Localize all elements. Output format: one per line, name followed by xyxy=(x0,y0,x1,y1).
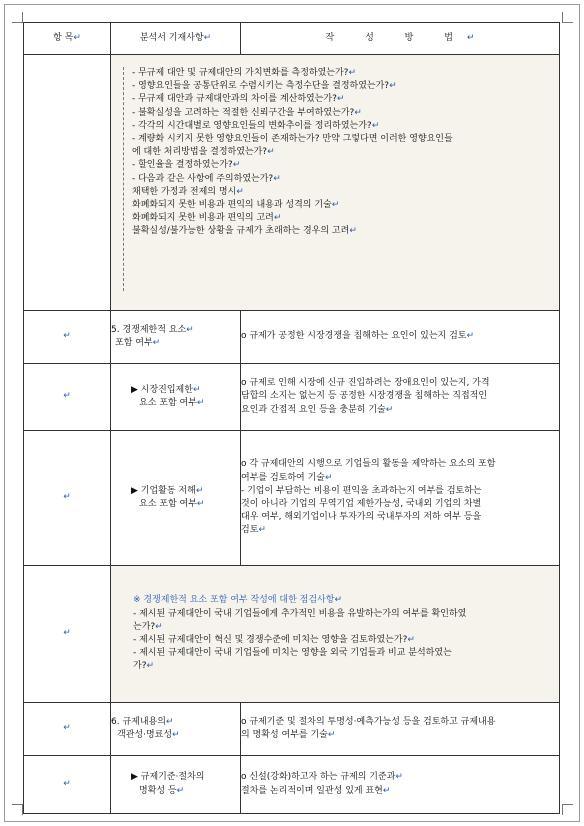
text-line: 담합의 소지는 없는지 등 공정한 시장경쟁을 침해하는 직접적인 xyxy=(241,391,488,402)
table-row-top-block xyxy=(24,55,560,311)
table-row-6a xyxy=(24,756,560,814)
list-item: - 할인율을 결정하였는가?↵ xyxy=(132,160,241,171)
table-row-6 xyxy=(24,703,560,756)
corner-mark-tl xyxy=(12,12,23,23)
checklist-cell xyxy=(111,566,560,703)
corner-mark-tr xyxy=(562,12,573,23)
text-line: o 각 규제대안의 시행으로 기업들의 활동을 제약하는 요소의 포함 xyxy=(241,459,496,470)
row6a-title-cell xyxy=(111,756,241,814)
left-cell-5: ↵ xyxy=(24,311,111,364)
list-item: - 제시된 규제대안이 국내 기업들에 미치는 영향을 외국 기업들과 비교 분석하였는 xyxy=(133,648,452,659)
text-line: o 신설(강화)하고자 하는 규제의 기준과↵ xyxy=(241,772,403,783)
text-line: 검토↵ xyxy=(241,525,266,536)
corner-mark-bl xyxy=(12,804,23,815)
left-cell-checklist: ↵ xyxy=(24,566,111,703)
table-row-5a xyxy=(24,364,560,431)
row5-title-line2: 포함 여부↵ xyxy=(115,338,161,348)
row5a-title: ▶ 시장진입제한↵ xyxy=(131,384,201,395)
row5b-title-cell xyxy=(111,431,241,566)
row5b-title-line2: 요소 포함 여부↵ xyxy=(139,499,205,509)
row5b-method-cell xyxy=(241,431,560,566)
row6-title: 6. 규제내용의↵ xyxy=(111,716,174,727)
text-line: 여부를 검토하여 기술↵ xyxy=(241,472,333,483)
header-method: 작 성 방 법↵ xyxy=(241,23,560,55)
list-item: - 각각의 시간대별로 영향요인들의 변화추이를 정리하였는가?↵ xyxy=(132,120,380,131)
top-left-cell xyxy=(24,55,111,311)
list-item: - 다음과 같은 사항에 주의하였는가?↵ xyxy=(132,173,281,184)
header-item: 항 목↵ xyxy=(24,23,111,55)
left-cell-6a: ↵ xyxy=(24,756,111,814)
analysis-table xyxy=(23,22,560,814)
list-item: - 불확실성을 고려하는 적절한 신뢰구간을 부여하였는가?↵ xyxy=(132,107,362,118)
list-item: 는가?↵ xyxy=(133,621,163,632)
table-row-checklist xyxy=(24,566,560,703)
row6-title-line2: 객관성·명료성↵ xyxy=(117,730,180,740)
text-line: - 기업이 부담하는 비용이 편익을 초과하는지 여부를 검토하는 xyxy=(241,485,482,496)
row6a-title: ▶ 규제기준·절차의 xyxy=(131,772,205,783)
row5-method-cell: o 규제가 공정한 시장경쟁을 침해하는 요인이 있는지 검토↵ xyxy=(241,311,560,364)
row6-method-cell xyxy=(241,703,560,756)
list-item: - 제시된 규제대안이 국내 기업들에게 추가적인 비용을 유발하는가의 여부를 확인하였 xyxy=(133,608,467,619)
text-line: 절차를 논리적이며 일관성 있게 표현↵ xyxy=(241,785,391,796)
table-row-5b xyxy=(24,431,560,566)
checklist-title: ※ 경쟁제한적 요소 포함 여부 작성에 대한 점검사항↵ xyxy=(133,595,342,606)
text-line: 것이 아니라 기업의 무역기업 제한가능성, 국내외 기업의 차별 xyxy=(241,499,482,509)
corner-mark-br xyxy=(562,804,573,815)
list-item: 화폐화되지 못한 비용과 편익의 고려↵ xyxy=(132,213,282,224)
list-item: - 제시된 규제대안이 혁신 및 경쟁수준에 미치는 영향을 검토하였는가?↵ xyxy=(133,635,415,645)
list-item: - 계량화 시키지 못한 영향요인들이 존재하는가? 만약 그렇다면 이러한 영향요인들 xyxy=(132,134,453,145)
top-block-cell xyxy=(111,55,560,311)
row5a-method-cell xyxy=(241,364,560,431)
row5-title-cell xyxy=(111,311,241,364)
text-line: 대우 여부, 해외기업이나 투자가의 국내투자의 저하 여부 등을 xyxy=(241,512,482,523)
left-cell-5b: ↵ xyxy=(24,431,111,566)
left-cell-5a: ↵ xyxy=(24,364,111,431)
left-cell-6: ↵ xyxy=(24,703,111,756)
text-line: o 규제로 인해 시장에 신규 진입하려는 장애요인이 있는지, 가격 xyxy=(241,378,490,389)
list-item: 채택한 가정과 전제의 명시↵ xyxy=(132,186,244,197)
list-item: 가?↵ xyxy=(133,661,155,672)
text-line: 요인과 간접적 요인 등을 충분히 기술↵ xyxy=(241,404,394,415)
list-item: 불확실성/불가능한 상황을 규제가 초래하는 경우의 고려↵ xyxy=(132,226,357,237)
list-item: - 영향요인들을 공통단위로 수렴시키는 측정수단을 결정하였는가?↵ xyxy=(132,81,397,92)
row6a-title-line2: 명확성 등↵ xyxy=(139,785,185,796)
row6-title-cell xyxy=(111,703,241,756)
list-item: - 무규제 대안과 규제대안과의 차이를 계산하였는가?↵ xyxy=(132,94,345,105)
table-row-5 xyxy=(24,311,560,364)
table-header-row xyxy=(24,23,560,55)
top-block-list xyxy=(132,67,549,239)
list-item: 에 대한 처리방법을 결정하였는가?↵ xyxy=(132,147,275,158)
row5a-title-line2: 요소 포함 여부↵ xyxy=(139,398,205,408)
list-item: - 무규제 대안 및 규제대안의 가치변화를 측정하였는가?↵ xyxy=(132,68,357,78)
text-line: 의 명확성 여부를 기술↵ xyxy=(241,730,336,740)
list-item: 화폐화되지 못한 비용과 편익의 내용과 성격의 기술↵ xyxy=(132,200,340,211)
text-line: o 규제기준 및 절차의 투명성·예측가능성 등을 검토하고 규제내용 xyxy=(241,716,496,727)
row5a-title-cell xyxy=(111,364,241,431)
row5b-title: ▶ 기업활동 저해↵ xyxy=(131,485,204,496)
header-description: 분석서 기재사항↵ xyxy=(111,23,241,55)
row5-title: 5. 경쟁제한적 요소↵ xyxy=(111,324,194,335)
row6a-method-cell xyxy=(241,756,560,814)
